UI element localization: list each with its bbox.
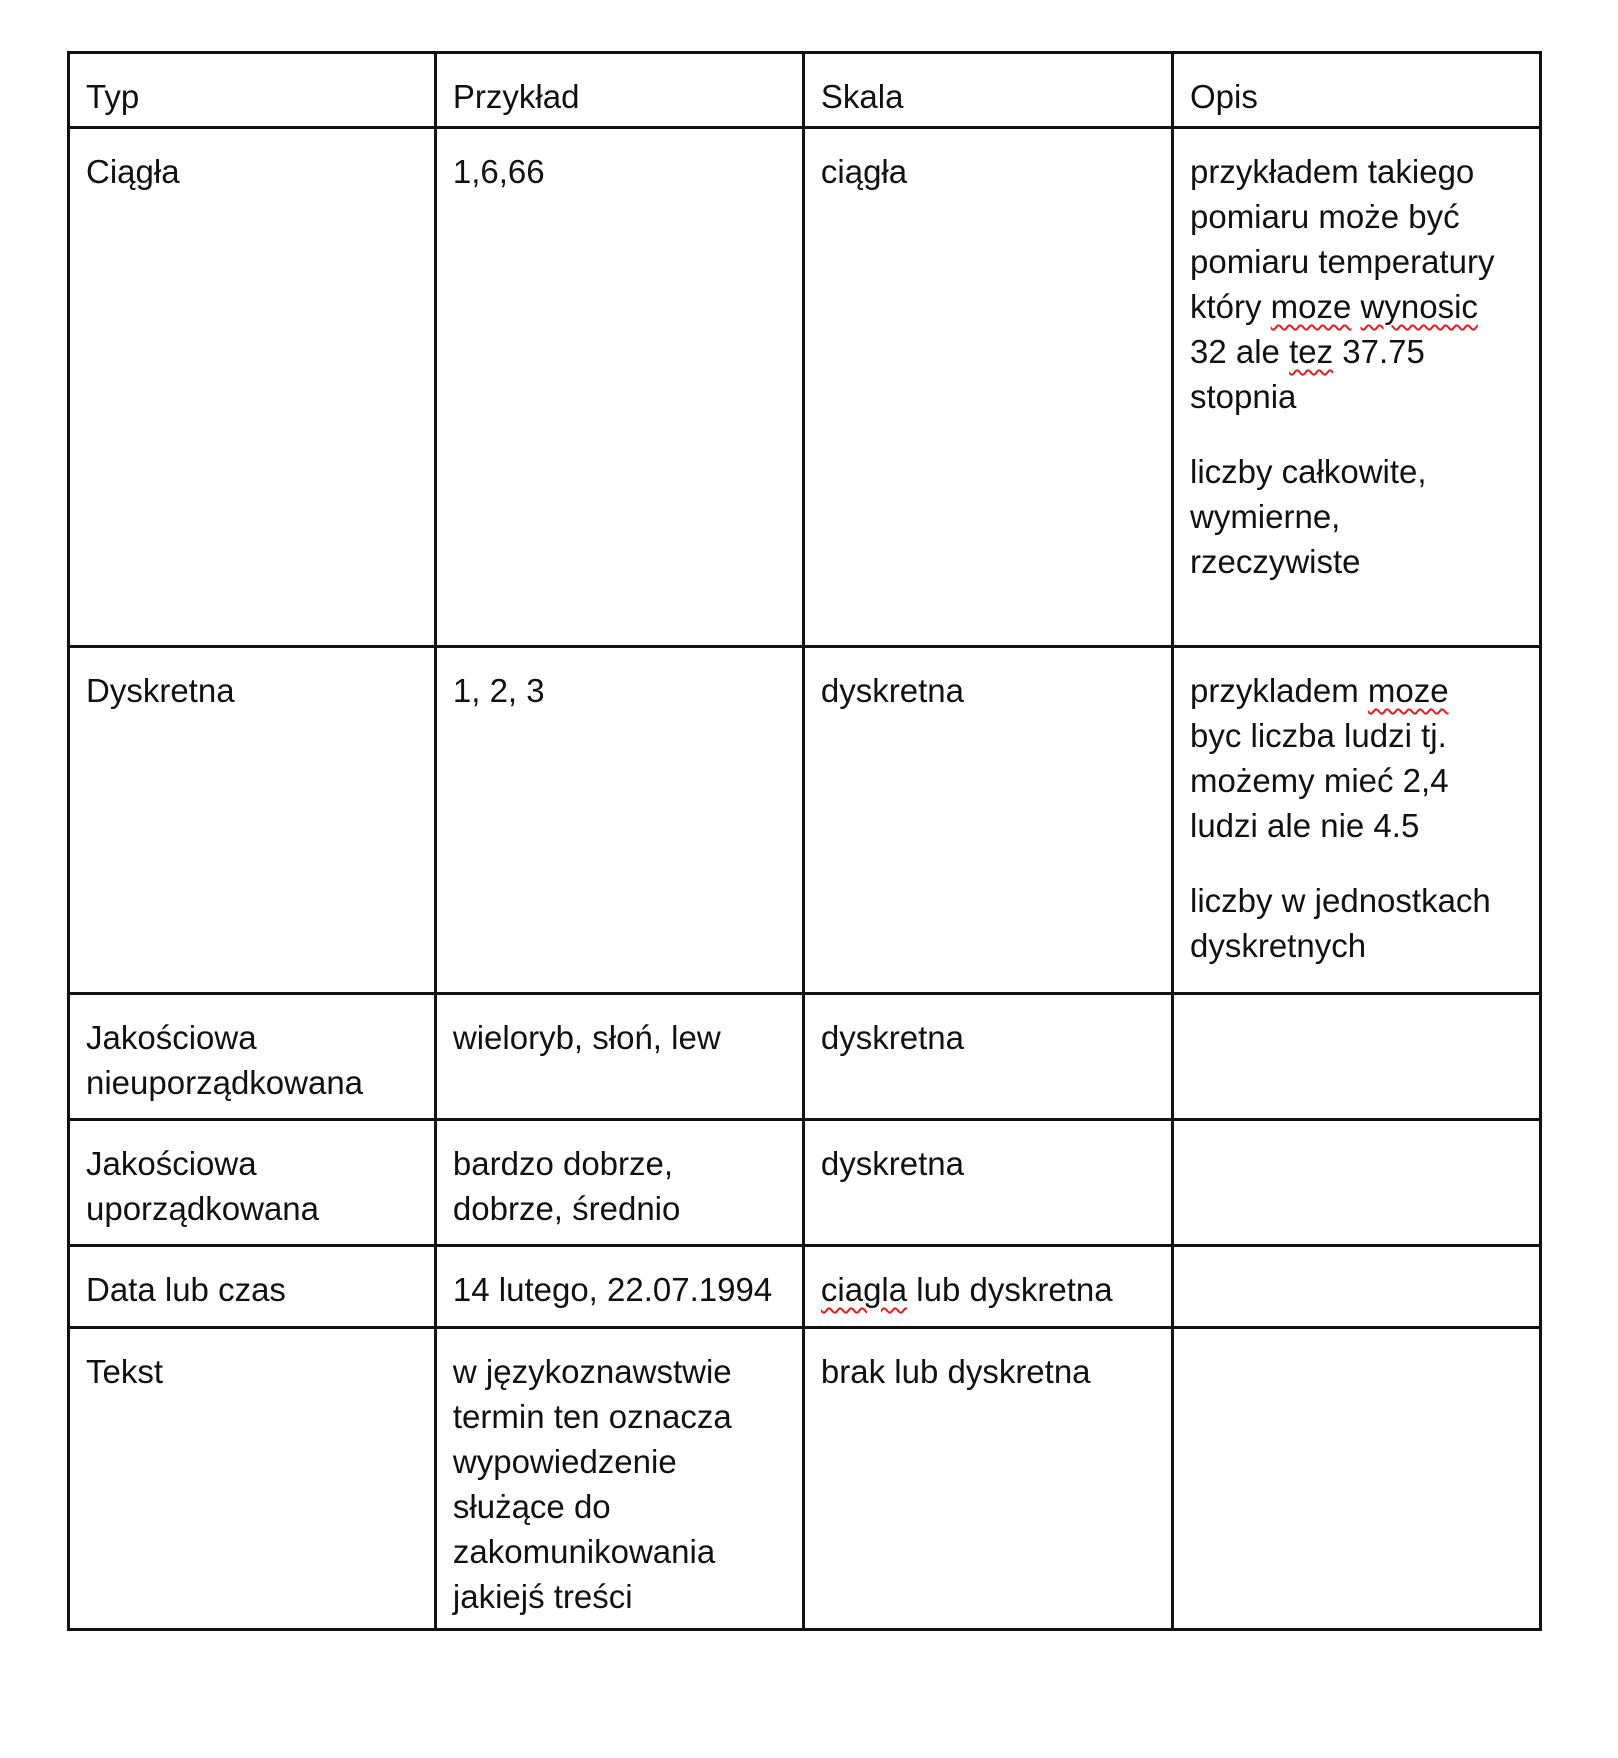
header-przyklad[interactable]: Przykład	[435, 53, 803, 128]
cell-przyklad[interactable]: 1, 2, 3	[435, 647, 803, 994]
header-opis[interactable]: Opis	[1172, 53, 1540, 128]
cell-opis[interactable]	[1172, 1328, 1540, 1630]
spellcheck-word[interactable]: moze	[1270, 288, 1352, 325]
cell-przyklad[interactable]: bardzo dobrze, dobrze, średnio	[435, 1120, 803, 1246]
header-typ[interactable]: Typ	[69, 53, 436, 128]
cell-przyklad[interactable]: 1,6,66	[435, 128, 803, 647]
data-types-table	[67, 51, 1542, 1631]
cell-skala[interactable]: ciagla lub dyskretna	[803, 1246, 1172, 1328]
cell-typ[interactable]: Dyskretna	[69, 647, 436, 994]
cell-skala[interactable]: dyskretna	[803, 994, 1172, 1120]
header-row	[69, 53, 1541, 128]
cell-typ[interactable]: Tekst	[69, 1328, 436, 1630]
table-row	[69, 994, 1541, 1120]
cell-przyklad[interactable]: w językoznawstwie termin ten oznacza wypowiedzenie służące do zakomunikowania jakiejś treści	[435, 1328, 803, 1630]
table-row	[69, 1246, 1541, 1328]
cell-skala[interactable]: ciągła	[803, 128, 1172, 647]
cell-typ[interactable]: Jakościowa nieuporządkowana	[69, 994, 436, 1120]
cell-skala[interactable]: dyskretna	[803, 647, 1172, 994]
cell-typ[interactable]: Jakościowa uporządkowana	[69, 1120, 436, 1246]
cell-typ[interactable]: Ciągła	[69, 128, 436, 647]
cell-opis[interactable]	[1172, 994, 1540, 1120]
cell-skala[interactable]: brak lub dyskretna	[803, 1328, 1172, 1630]
cell-typ[interactable]: Data lub czas	[69, 1246, 436, 1328]
spellcheck-word[interactable]: wynosic	[1360, 288, 1478, 325]
spellcheck-word[interactable]: ciagla	[820, 1271, 908, 1308]
header-skala[interactable]: Skala	[803, 53, 1172, 128]
table-row	[69, 1328, 1541, 1630]
table-row	[69, 128, 1541, 647]
cell-skala[interactable]: dyskretna	[803, 1120, 1172, 1246]
cell-opis[interactable]	[1172, 1120, 1540, 1246]
cell-przyklad[interactable]: 14 lutego, 22.07.1994	[435, 1246, 803, 1328]
cell-opis[interactable]	[1172, 1246, 1540, 1328]
spellcheck-word[interactable]: moze	[1367, 672, 1449, 709]
spellcheck-word[interactable]: tez	[1289, 333, 1334, 370]
cell-opis[interactable]: przykladem moze byc liczba ludzi tj. możemy mieć 2,4 ludzi ale nie 4.5 liczby w jednostkach dyskretnych	[1172, 647, 1540, 994]
table-row	[69, 1120, 1541, 1246]
table-row	[69, 647, 1541, 994]
cell-opis[interactable]: przykładem takiego pomiaru może być pomiaru temperatury który moze wynosic 32 ale tez 37.75 stopnia liczby całkowite, wymierne, rzeczywiste	[1172, 128, 1540, 647]
cell-przyklad[interactable]: wieloryb, słoń, lew	[435, 994, 803, 1120]
